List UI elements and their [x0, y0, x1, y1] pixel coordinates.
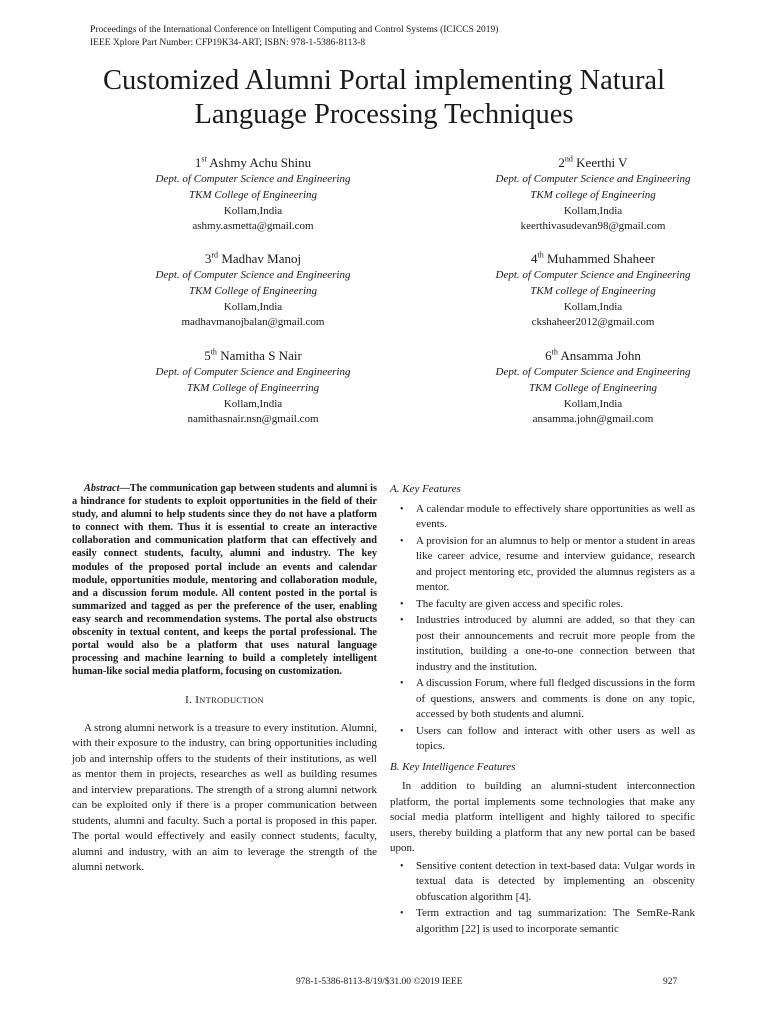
list-item-text: Sensitive content detection in text-based data: Vulgar words in textual data is detected by implementing an obscenity obfuscation algorithm [4].	[416, 859, 695, 903]
author-college: TKM College of Engineering	[188, 188, 317, 201]
bullet-icon: •	[400, 908, 404, 919]
ieee-part-number: IEEE Xplore Part Number: CFP19K34-ART; ISBN: 978-1-5386-8113-8	[90, 38, 366, 48]
list-item-text: Users can follow and interact with other users as well as topics.	[416, 724, 695, 752]
paper-title	[0, 64, 768, 132]
abstract	[72, 482, 377, 678]
paper-title-line-1: Customized Alumni Portal implementing Natural	[102, 65, 665, 96]
list-item	[390, 534, 695, 596]
bullet-icon: •	[400, 678, 404, 689]
list-item-text: A provision for an alumnus to help or mentor a student in areas like career advice, resume and interview guidance, research and project mentoring etc, provided the alumnus registers as a mentor.	[416, 534, 695, 593]
list-item	[390, 724, 695, 755]
author-ordinal-suffix: th	[537, 250, 544, 260]
list-item-text: A discussion Forum, where full fledged discussions in the form of questions, answers and comments is done on any topic, accessed by both students and alumni.	[416, 677, 695, 720]
author-block-1	[103, 154, 403, 235]
author-email: ashmy.asmetta@gmail.com	[192, 220, 314, 233]
author-ordinal: 3	[204, 251, 212, 266]
intelligence-paragraph: In addition to building an alumni-student interconnection platform, the portal implements some technologies that make any social media platform intelligent and highly tailored to specific users, thereby building a platform that any new portal can be based upon.	[390, 780, 695, 854]
conference-header	[90, 24, 498, 50]
author-name: Keerthi V	[576, 155, 628, 170]
author-block-2	[443, 154, 743, 235]
author-ordinal-suffix: st	[201, 154, 207, 164]
bullet-icon: •	[400, 503, 404, 515]
list-item-text: A calendar module to effectively share opportunities as well as events.	[416, 502, 695, 530]
list-item	[390, 906, 695, 937]
author-location: Kollam,India	[563, 204, 623, 217]
right-column	[390, 482, 695, 938]
subsection-heading-key-features: A. Key Features	[390, 483, 461, 495]
author-location: Kollam,India	[223, 204, 283, 217]
key-features-list	[390, 502, 695, 755]
author-name: Muhammed Shaheer	[547, 251, 655, 266]
list-item	[390, 676, 695, 723]
introduction-paragraph: A strong alumni network is a treasure to every institution. Alumni, with their exposure to the industry, can bring opportunities including job and internship offers to the students of their institutions, as well as mentor them in projects, researches as well as building resumes and interview preparations. The strength of a strong alumni network can be exploited only if there is a proper communication between students, alumni and faculty. Such a portal is proposed in this paper. The portal would effectively and easily connect students, faculty, alumni and industry, with an aim to leverage the strength of the alumni network.	[72, 721, 377, 874]
abstract-label: Abstract	[84, 483, 120, 494]
section-title-initial: I	[195, 694, 200, 707]
author-name: Namitha S Nair	[220, 348, 302, 363]
section-title-rest: NTRODUCTION	[199, 695, 264, 706]
bullet-icon: •	[400, 860, 404, 872]
list-item	[390, 859, 695, 906]
author-email: namithasnair.nsn@gmail.com	[187, 413, 319, 426]
list-item-text: The faculty are given access and specific roles.	[416, 597, 624, 610]
author-ordinal: 4	[531, 251, 538, 266]
author-college: TKM College of Engineering	[188, 284, 317, 297]
author-dept: Dept. of Computer Science and Engineering	[495, 269, 691, 281]
bullet-icon: •	[400, 598, 404, 610]
author-block-6	[443, 347, 743, 428]
footer-copyright: 978-1-5386-8113-8/19/$31.00 ©2019 IEEE	[296, 977, 463, 987]
author-dept: Dept. of Computer Science and Engineering	[495, 173, 691, 185]
author-dept: Dept. of Computer Science and Engineering	[155, 173, 351, 185]
author-email: madhavmanojbalan@gmail.com	[181, 316, 325, 329]
author-name: Madhav Manoj	[221, 251, 302, 266]
author-block-4	[443, 250, 743, 331]
author-location: Kollam,India	[223, 300, 283, 313]
author-ordinal: 5	[204, 348, 211, 363]
author-college: TKM college of Engineering	[530, 284, 656, 297]
list-item-text: Industries introduced by alumni are added, so that they can post their announcements and recruit more people from the institution, building a one-to-one connection between that industry and the institution.	[416, 614, 695, 673]
author-ordinal: 6	[545, 348, 552, 363]
author-ordinal: 1	[194, 155, 202, 170]
section-number: I.	[185, 694, 193, 707]
author-dept: Dept. of Computer Science and Engineering	[495, 366, 691, 378]
list-item	[390, 502, 695, 533]
list-item	[390, 597, 695, 613]
bullet-icon: •	[400, 725, 404, 737]
author-email: keerthivasudevan98@gmail.com	[520, 220, 666, 233]
abstract-dash: —	[119, 483, 130, 494]
author-ordinal-suffix: th	[551, 347, 558, 357]
author-name: Ashmy Achu Shinu	[209, 155, 312, 170]
author-location: Kollam,India	[223, 397, 283, 410]
bullet-icon: •	[400, 535, 404, 547]
bullet-icon: •	[400, 615, 404, 626]
author-dept: Dept. of Computer Science and Engineering	[155, 269, 351, 281]
author-ordinal-suffix: th	[210, 347, 217, 357]
author-dept: Dept. of Computer Science and Engineering	[155, 366, 351, 378]
author-block-3	[103, 250, 403, 331]
author-college: TKM college of Engineering	[530, 188, 656, 201]
intelligence-features-list	[390, 859, 695, 938]
author-college: TKM College of Engineerring	[186, 381, 320, 394]
paper-title-line-2: Language Processing Techniques	[194, 99, 574, 130]
author-location: Kollam,India	[563, 300, 623, 313]
subsection-heading-intelligence-features: B. Key Intelligence Features	[390, 760, 516, 773]
left-column	[72, 482, 377, 876]
list-item-text: Term extraction and tag summarization: The SemRe-Rank algorithm [22] is used to incorporate semantic	[416, 907, 695, 935]
abstract-text: The communication gap between students and alumni is a hindrance for students to exploit opportunities in the field of their study, and alumni to help students since they do not have a platform to connect with them. Thus it is essential to create an interactive collaboration and communication platform that can effectively and easily connect students, faculty, alumni and industry. The key modules of the proposed portal include an events and calendar module, opportunities module, mentoring and collaboration module, and a discussion forum module. All content posted in the portal is summarized and tagged as per the preference of the user, enabling easy search and recommendation systems. The portal also obstructs obscenity in textual content, and keeps the portal professional. The portal would also be a platform that uses natural language processing and machine learning to build a completely intelligent human-like social media platform, focusing on customization.	[72, 483, 377, 678]
list-item	[390, 613, 695, 675]
author-college: TKM College of Engineering	[528, 381, 657, 394]
author-ordinal-suffix: rd	[211, 250, 219, 260]
author-block-5	[103, 347, 403, 428]
proceedings-line: Proceedings of the International Conference on Intelligent Computing and Control Systems (ICICCS 2019)	[90, 25, 499, 35]
page-number: 927	[663, 977, 678, 987]
author-name: Ansamma John	[560, 348, 641, 363]
author-ordinal: 2	[558, 155, 565, 170]
author-email: ckshaheer2012@gmail.com	[531, 316, 655, 329]
author-email: ansamma.john@gmail.com	[532, 413, 654, 426]
author-location: Kollam,India	[563, 397, 623, 410]
author-ordinal-suffix: nd	[564, 154, 573, 164]
section-heading-introduction	[72, 693, 377, 709]
